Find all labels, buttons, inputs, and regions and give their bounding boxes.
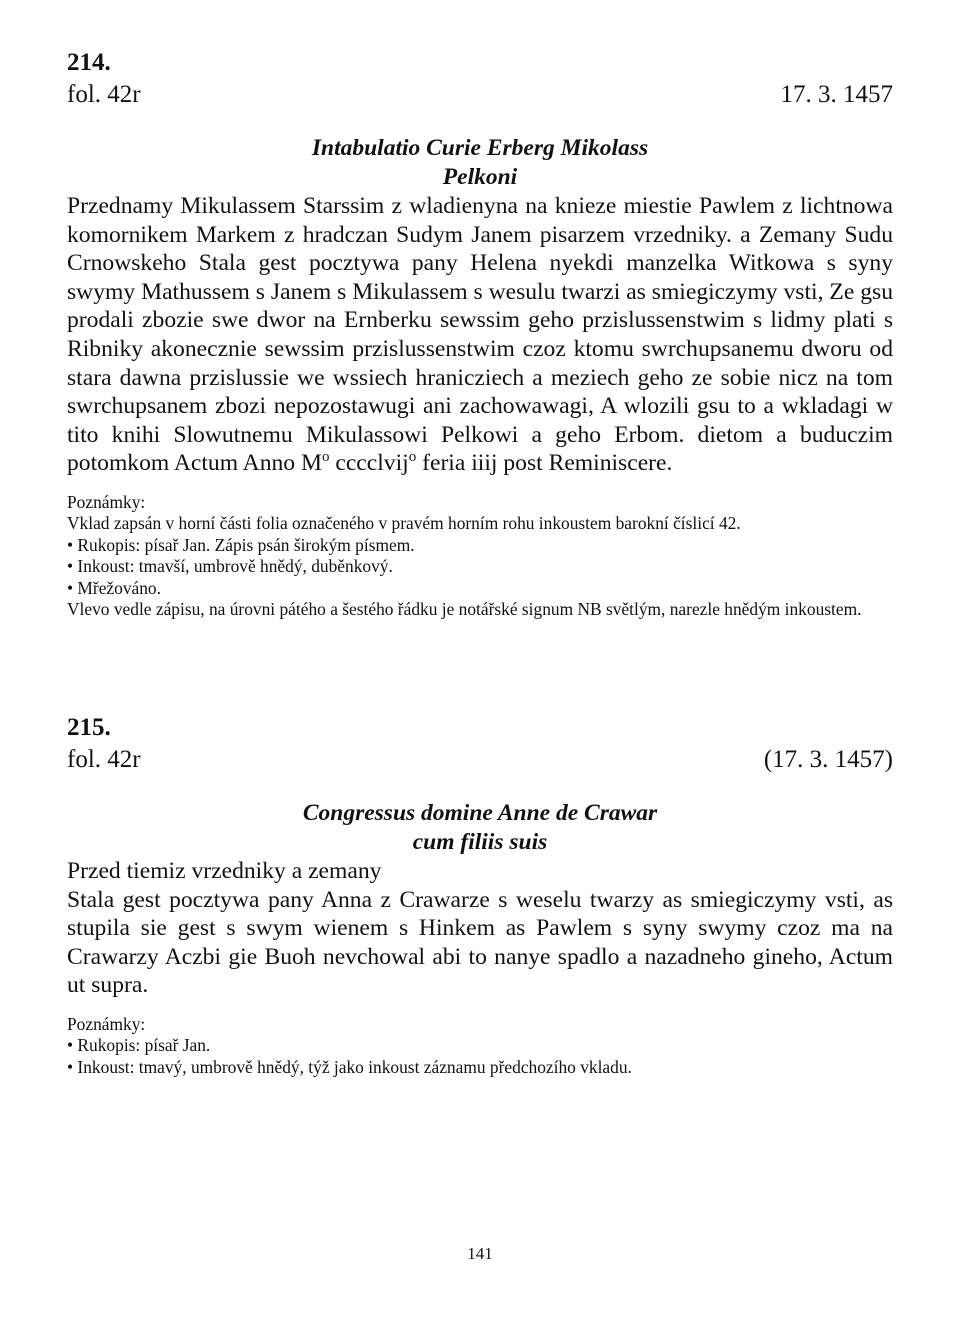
- entry-214: [67, 48, 893, 621]
- notes-section: [67, 1014, 893, 1079]
- note-line: Vlevo vedle zápisu, na úrovni pátého a šestého řádku je notářské signum NB světlým, narezle hnědým inkoustem.: [67, 599, 862, 620]
- note-line: • Mřežováno.: [67, 577, 161, 598]
- entry-opener: Przed tiemiz vrzedniky a zemany: [67, 858, 382, 884]
- entry-number: 215.: [67, 714, 111, 741]
- entry-title-line-1: Congressus domine Anne de Crawar: [302, 800, 658, 826]
- note-line: • Rukopis: písař Jan.: [67, 1035, 211, 1056]
- entry-body: Stala gest pocztywa pany Anna z Crawarze s weselu twarzy as smiegiczymy vsti, as stupila sie gest s swym wienem s Hinkem as Pawlem s syny swymy czoz ma na Crawarzy Aczbi gie Buoh nevchowal abi to nanye spadlo a nazadneho gineho, Actum ut supra.: [67, 886, 893, 999]
- folio-row: [67, 743, 893, 777]
- body-text: feria iiij post Reminiscere.: [416, 450, 673, 477]
- entry-215: [67, 713, 893, 1078]
- entry-number: 214.: [67, 49, 111, 76]
- entry-date: (17. 3. 1457): [763, 746, 893, 773]
- note-line: • Inkoust: tmavší, umbrově hnědý, duběnkový.: [67, 556, 393, 577]
- folio-reference: fol. 42r: [67, 746, 141, 773]
- notes-heading: Poznámky:: [67, 491, 146, 512]
- folio-row: [67, 78, 893, 112]
- note-line: Vklad zapsán v horní části folia označeného v pravém horním rohu inkoustem barokní číslicí 42.: [67, 513, 741, 534]
- entry-title-line-1: Intabulatio Curie Erberg Mikolass: [311, 135, 649, 161]
- note-line: • Inkoust: tmavý, umbrově hnědý, týž jako inkoust záznamu předchozího vkladu.: [67, 1056, 632, 1077]
- superscript: o: [321, 449, 330, 466]
- entry-title-line-2: cum filiis suis: [412, 829, 548, 855]
- note-line: • Rukopis: písař Jan. Zápis psán širokým písmem.: [67, 534, 415, 555]
- body-text: cccclvij: [329, 450, 409, 477]
- notes-section: [67, 492, 893, 621]
- entry-body: [67, 192, 893, 478]
- page-number: 141: [467, 1244, 493, 1263]
- notes-heading: Poznámky:: [67, 1013, 146, 1034]
- superscript: o: [408, 449, 417, 466]
- entry-date: 17. 3. 1457: [780, 81, 893, 108]
- body-text: Przednamy Mikulassem Starssim z wladienyna na knieze miestie Pawlem z lichtnowa komornikem Markem z hradczan Sudym Janem pisarzem vrzedniky. a Zemany Sudu Crnowskeho Stala gest pocztywa pany Helena nyekdi manzelka Witkowa s syny swymy Mathussem s Janem s Mikulassem s wesulu twarzi as smiegiczymy vsti, Ze gsu prodali zbozie swe dwor na Ernberku sewssim geho przislussenstwim s lidmy plati s Ribniky akonecznie sewssim przislussenstwim czoz ktomu swrchupsanemu dworu od stara dawna przislussie we wssiech hranicziech a meziech geho ze sobie nicz na tom swrchupsanem zbozi nepozostawugi ani zachowawagi, A wlozili gsu to a wkladagi w tito knihi Slowutnemu Mikulassowi Pelkowi a geho Erbom. dietom a buduczim potomkom Actum Anno M: [67, 193, 893, 477]
- entry-title-line-2: Pelkoni: [442, 164, 518, 190]
- folio-reference: fol. 42r: [67, 81, 141, 108]
